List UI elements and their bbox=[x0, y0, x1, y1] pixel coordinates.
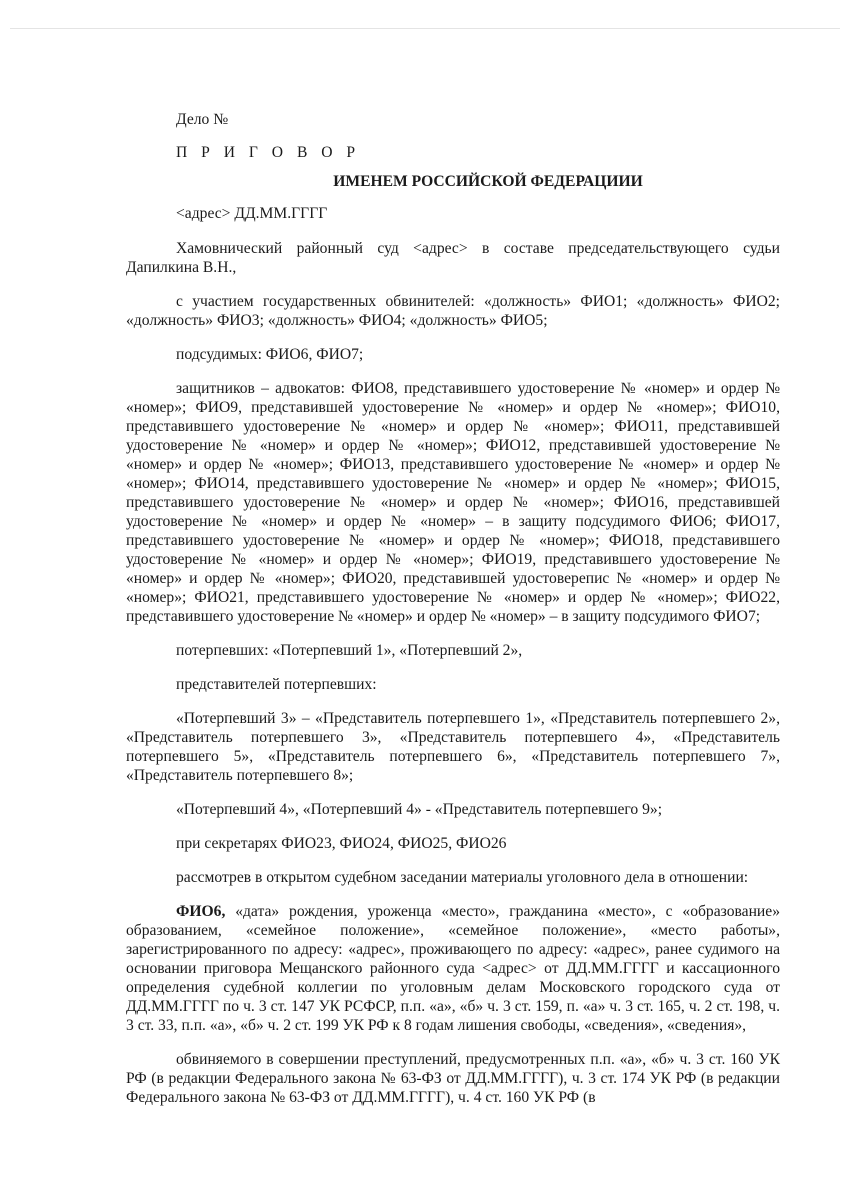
defendant-name: ФИО6, bbox=[176, 903, 226, 920]
document-title: ИМЕНЕМ РОССИЙСКОЙ ФЕДЕРАЦИИИ bbox=[333, 173, 643, 190]
defendant-info: «дата» рождения, уроженца «место», гражданина «место», с «образование» образованием, «семейное положение», «семейное положение», «место работы», зарегистрированного по адресу: «адрес», проживающего по адресу: «адрес», ранее судимого на основании приговора Мещанского районного суда <адрес> от ДД.ММ.ГГГГ и кассационного определения судебной коллегии по уголовным делам Московского городского суда от ДД.ММ.ГГГГ по ч. 3 ст. 147 УК РСФСР, п.п. «а», «б» ч. 3 ст. 159, п. «а» ч. 3 ст. 165, ч. 2 ст. 198, ч. 3 ст. 33, п.п. «а», «б» ч. 2 ст. 199 УК РФ к 8 годам лишения свободы, «сведения», «сведения», bbox=[126, 903, 780, 1034]
secretaries: при секретарях ФИО23, ФИО24, ФИО25, ФИО26 bbox=[176, 835, 507, 852]
case-number: Дело № bbox=[176, 111, 229, 128]
place-date: <адрес> ДД.ММ.ГГГГ bbox=[176, 205, 328, 222]
page-top-edge bbox=[10, 28, 840, 29]
accusation: обвиняемого в совершении преступлений, предусмотренных п.п. «а», «б» ч. 3 ст. 160 УК РФ (в редакции Федерального закона № 63-ФЗ от ДД.ММ.ГГГГ), ч. 3 ст. 174 УК РФ (в редакции Федерального закона № 63-ФЗ от ДД.ММ.ГГГГ), ч. 4 ст. 160 УК РФ (в bbox=[126, 1051, 780, 1106]
defenders: защитников – адвокатов: ФИО8, представившего удостоверение № «номер» и ордер № «номер»; ФИО9, представившей удостоверение № «номер» и ордер № «номер»; ФИО10, представившего удостоверение № «номер» и ордер № «номер»; ФИО11, представившей удостоверение № «номер» и ордер № «номер»; ФИО12, представившей удостоверение № «номер» и ордер № «номер»; ФИО13, представившего удостоверение № «номер» и ордер № «номер»; ФИО14, представившего удостоверение № «номер» и ордер № «номер»; ФИО15, представившего удостоверение № «номер» и ордер № «номер»; ФИО16, представившей удостоверение № «номер» и ордер № «номер» – в защиту подсудимого ФИО6; ФИО17, представившего удостоверение № «номер» и ордер № «номер»; ФИО18, представившего удостоверение № «номер» и ордер № «номер»; ФИО19, представившего удостоверение № «номер» и ордер № «номер»; ФИО20, представившей удостоверепис № «номер» и ордер № «номер»; ФИО21, представившего удостоверение № «номер» и ордер № «номер»; ФИО22, представившего удостоверение № «номер» и ордер № «номер» – в защиту подсудимого ФИО7; bbox=[126, 380, 780, 625]
victim-representatives-1: «Потерпевший 3» – «Представитель потерпевшего 1», «Представитель потерпевшего 2», «Представитель потерпевшего 3», «Представитель потерпевшего 4», «Представитель потерпевшего 5», «Представитель потерпевшего 6», «Представитель потерпевшего 7», «Представитель потерпевшего 8»; bbox=[126, 710, 780, 784]
court-composition: Хамовнический районный суд <адрес> в составе председательствующего судьи Дапилкина В.Н., bbox=[126, 240, 780, 276]
defendant-description bbox=[126, 902, 780, 1035]
defendants: подсудимых: ФИО6, ФИО7; bbox=[176, 346, 364, 363]
prosecutors: с участием государственных обвинителей: «должность» ФИО1; «должность» ФИО2; «должность» ФИО3; «должность» ФИО4; «должность» ФИО5; bbox=[126, 293, 780, 329]
victims: потерпевших: «Потерпевший 1», «Потерпевший 2», bbox=[176, 642, 523, 659]
victim-representatives-2: «Потерпевший 4», «Потерпевший 4» - «Представитель потерпевшего 9»; bbox=[176, 801, 663, 818]
document-type: П Р И Г О В О Р bbox=[176, 144, 361, 161]
document-body bbox=[126, 110, 780, 1107]
considered: рассмотрев в открытом судебном заседании материалы уголовного дела в отношении: bbox=[176, 869, 749, 886]
victim-representatives-label: представителей потерпевших: bbox=[176, 676, 377, 693]
